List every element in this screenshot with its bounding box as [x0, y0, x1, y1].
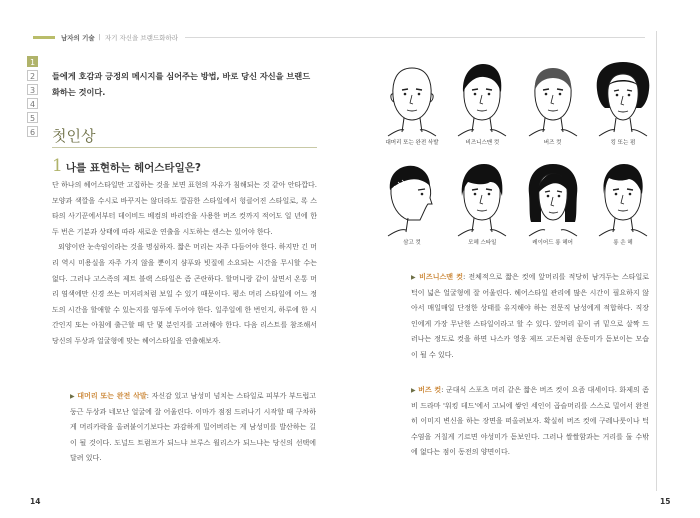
caption-business: 비즈니스맨 컷 — [465, 140, 500, 146]
chapter-tab-4: 4 — [27, 98, 38, 109]
left-body — [52, 178, 317, 350]
face-short — [380, 160, 444, 246]
page-number-left: 14 — [30, 497, 41, 506]
face-buzz — [521, 60, 585, 146]
caption-layered: 레이어드 롱 헤어 — [532, 240, 573, 246]
business-cut-icon — [450, 60, 514, 138]
bullet-bald — [70, 389, 316, 467]
face-afro — [591, 60, 655, 146]
face-row-2 — [380, 160, 655, 246]
right-margin-rule — [656, 31, 657, 491]
face-layered — [521, 160, 585, 246]
bullet-business — [411, 270, 649, 364]
bullet-keyword-business: 비즈니스맨 컷 — [419, 273, 464, 281]
layered-long-hair-icon — [521, 160, 585, 238]
bullet-keyword-buzz: 버즈 컷 — [418, 386, 442, 394]
chapter-tab-6: 6 — [27, 126, 38, 137]
bullet-text-buzz: : 군대식 스포츠 머리 같은 짧은 버즈 컷이 요즘 대세이다. 화제의 좀비 드라마 '워킹 데드'에서 고뇌에 쌓인 세인이 곱슬머리를 스스로 밀어서 완전히 이미지 변신을 하는 장면을 떠올려보자. 확실히 버즈 컷에 구레나룻이나 턱수염을 거칠게 기르면 야성미가 돋보인다. 그러나 쌀쌀함과는 거리를 둘 수밖에 없다는 점이 동전의 양면이다. — [411, 386, 649, 457]
header-accent-bar — [33, 36, 55, 39]
caption-modern: 모헤 스타일 — [468, 240, 497, 246]
header-rule — [185, 37, 645, 38]
bullet-buzz — [411, 383, 649, 461]
chapter-tab-1: 1 — [27, 56, 38, 67]
chapter-tab-2: 2 — [27, 70, 38, 81]
subsection-heading — [52, 157, 201, 175]
subsection-title: 나를 표현하는 헤어스타일은? — [65, 162, 201, 174]
caption-bald: 대머리 또는 완전 삭발 — [385, 140, 439, 146]
side-profile-cut-icon — [380, 160, 444, 238]
subsection-number: 1 — [52, 156, 63, 176]
bullet-text: : 자신감 있고 남성미 넘치는 스타일로 피부가 부드럽고 둥근 두상과 네모난 얼굴에 잘 어울린다. 이마가 점점 드러나기 시작할 때 구차하게 머리카락을 올려붙이기보다는 과감하게 밀어버리는 게 남성미를 발산하는 길이 될 것이다. 도널드 트럼프가 되느냐 브루스 윌리스가 되느냐는 당신의 선택에 달려 있다. — [70, 392, 317, 463]
header-separator: | — [98, 33, 101, 41]
bald-head-icon — [380, 60, 444, 138]
body-paragraph-2: 외양이란 눈속임이라는 것을 명심하자. 짧은 머리는 자주 다듬어야 한다. 하지만 긴 머리 역시 미용실을 자주 가지 않을 뿐이지 샴푸와 빗질에 소요되는 시간을 무시할 수는 없다. 그러나 고스족의 제트 블랙 스타일은 좀 곤란하다. 할머니랑 같이 살면서 온통 머리 염색에만 신경 쓰는 머저리처럼 보일 수 있기 때문이다. 평소 머리 스타일에 어느 정도의 시간을 할애할 수 있는지를 염두에 두어야 한다. 일주일에 한 번인지, 하루에 한 시간인지 또는 아침에 출근할 때 단 몇 분인지를 고려해야 한다. 다음 리스트를 참조해서 당신의 두상과 얼굴형에 맞는 헤어스타일을 연출해보자. — [52, 243, 317, 345]
bullet-text-business: : 전체적으로 짧은 컷에 앞머리를 적당히 남겨두는 스타일로 턱이 넓은 얼굴형에 잘 어울린다. 헤어스타일 관리에 많은 시간이 필요하지 않아서 매일매일 단정한 상태를 유지해야 하는 전문직 남성에게 적합하다. 직장인에게 가장 무난한 스타일이라고 할 수 있다. 앞머리 끝이 귀 밑으로 살짝 드러나는 정도로 컷을 하면 나스카 영웅 제프 고든처럼 운동미가 돋보이는 모습이 될 수 있다. — [411, 273, 649, 359]
modern-style-icon — [450, 160, 514, 238]
afro-curly-icon — [591, 60, 655, 138]
section-rule — [52, 147, 317, 148]
caption-buzz: 버즈 컷 — [543, 140, 562, 146]
header-chapter-title: 자기 자신을 브랜드화하라 — [104, 33, 179, 42]
caption-afro: 킹 또는 펌 — [610, 140, 636, 146]
caption-long: 롱 은 헤 — [613, 240, 633, 246]
intro-paragraph: 들에게 호감과 긍정의 메시지를 심어주는 방법, 바로 당신 자신을 브랜드화하는 것이다. — [52, 71, 311, 97]
body-paragraph-1: 단 하나의 헤어스타일만 고집하는 것을 보면 표현의 자유가 침해되는 것 같아 안타깝다. 모양과 색깔을 수시로 바꾸지는 않더라도 깔끔한 스타일에서 헝클어진 스타일로, 록 스타의 사기꾼에서부터 데이비드 베컴의 바리칸을 사용한 버즈 컷까지 적어도 일 년에 한두 번은 기분과 상태에 따라 새로운 연출을 시도하는 센스는 있어야 한다. — [52, 181, 317, 236]
bullet-triangle-icon: ▶ — [411, 274, 420, 281]
bullet-triangle-icon: ▶ — [70, 393, 78, 400]
section-title: 첫인상 — [52, 127, 96, 145]
hairstyle-illustrations — [380, 60, 655, 260]
face-long — [591, 160, 655, 246]
face-bald — [380, 60, 444, 146]
bullet-keyword: 대머리 또는 완전 삭발 — [77, 392, 147, 400]
page-number-right: 15 — [660, 497, 671, 506]
header-book-title: 남자의 기술 — [61, 33, 95, 42]
face-modern — [450, 160, 514, 246]
chapter-tabs — [27, 56, 39, 140]
bullet-triangle-icon: ▶ — [411, 387, 419, 394]
caption-short: 삼고 컷 — [403, 240, 421, 246]
chapter-tab-5: 5 — [27, 112, 38, 123]
chapter-tab-3: 3 — [27, 84, 38, 95]
running-header — [0, 32, 178, 42]
buzz-cut-icon — [521, 60, 585, 138]
face-row-1 — [380, 60, 655, 146]
face-business — [450, 60, 514, 146]
long-hair-icon — [591, 160, 655, 238]
